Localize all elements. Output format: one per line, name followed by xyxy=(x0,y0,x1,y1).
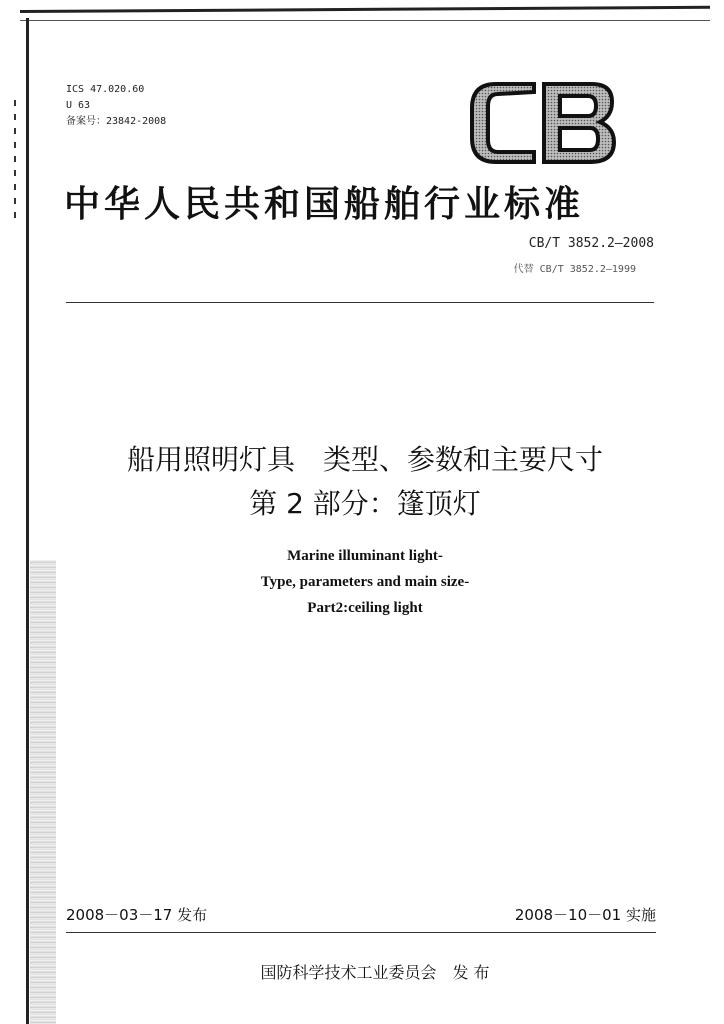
filing-number: 备案号：23842-2008 xyxy=(66,116,167,127)
scan-edge-top-thin xyxy=(20,20,710,21)
ics-code: ICS 47.020.60 xyxy=(66,84,145,95)
scan-edge-top xyxy=(20,6,710,13)
cb-logo xyxy=(466,80,616,165)
replaced-standard: 代替 CB/T 3852.2—1999 xyxy=(513,264,636,275)
standard-number: CB/T 3852.2—2008 xyxy=(528,236,654,251)
title-cn-line1: 船用照明灯具 类型、参数和主要尺寸 xyxy=(126,443,603,476)
issue-date: 2008－03－17 发布 xyxy=(66,906,208,924)
footer-divider xyxy=(66,932,656,933)
standard-category-title: 中华人民共和国船舶行业标准 xyxy=(64,184,585,225)
issuing-authority: 国防科学技术工业委员会 发 布 xyxy=(260,963,490,982)
scan-noise-left xyxy=(30,560,56,1024)
scan-dash-left xyxy=(14,100,16,220)
title-en-line1: Marine illuminant light- xyxy=(287,548,443,564)
effective-date: 2008－10－01 实施 xyxy=(514,906,656,924)
header-meta xyxy=(66,82,166,130)
logo-letter-b xyxy=(544,84,614,162)
title-en-line2: Type, parameters and main size- xyxy=(260,574,470,590)
title-cn-line2: 第 2 部分：篷顶灯 xyxy=(249,487,481,520)
scan-edge-left xyxy=(26,18,29,1024)
header-divider xyxy=(66,302,654,303)
title-en-line3: Part2:ceiling light xyxy=(307,600,423,616)
classification-code: U 63 xyxy=(66,100,91,111)
logo-letter-c xyxy=(472,84,534,162)
